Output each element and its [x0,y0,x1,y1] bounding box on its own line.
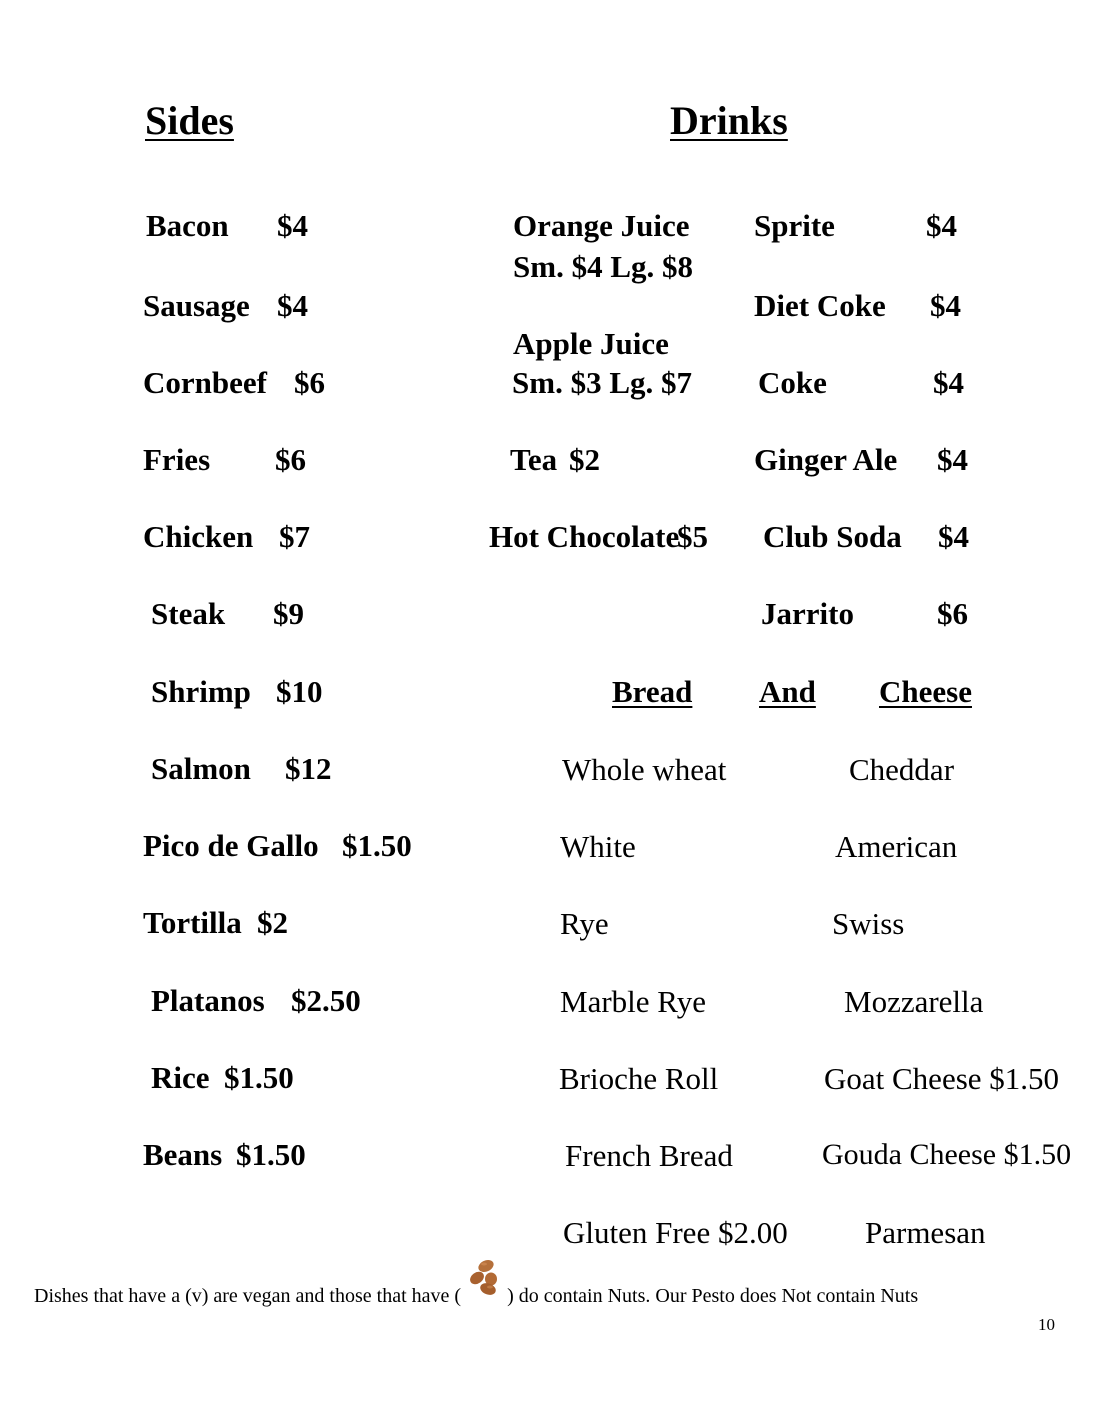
side-price-beans: $1.50 [236,1137,306,1172]
side-name-chicken: Chicken [143,519,254,554]
drink-price-hot-chocolate: $5 [677,519,708,554]
nuts-icon [461,1282,507,1302]
drink-name-jarrito: Jarrito [761,596,854,631]
side-name-steak: Steak [151,596,226,631]
and-heading: And [759,674,816,709]
side-name-shrimp: Shrimp [151,674,251,709]
drink-name-apple-juice: Apple Juice [513,326,669,361]
side-name-cornbeef: Cornbeef [143,365,267,400]
drink-price-ginger-ale: $4 [937,442,968,477]
drink-name-ginger-ale: Ginger Ale [754,442,898,477]
page-number: 10 [1038,1315,1055,1334]
side-price-sausage: $4 [277,288,308,323]
side-price-steak: $9 [273,596,304,631]
footnote-text-before: Dishes that have a (v) are vegan and those that have ( [34,1285,462,1307]
side-name-tortilla: Tortilla [143,905,242,940]
drink-price-tea: $2 [569,442,600,477]
drink-price-club-soda: $4 [938,519,969,554]
drink-sizes-apple-juice: Sm. $3 Lg. $7 [512,365,692,400]
bread-item: Whole wheat [562,752,727,787]
drink-name-hot-chocolate: Hot Chocolate [489,519,680,554]
bread-item: Gluten Free $2.00 [563,1215,788,1250]
side-name-beans: Beans [143,1137,223,1172]
cheese-item: Goat Cheese $1.50 [824,1061,1060,1096]
footnote [34,1282,918,1306]
bread-item: White [560,829,636,864]
drink-price-sprite: $4 [926,208,957,243]
side-price-chicken: $7 [279,519,310,554]
sides-heading: Sides [145,98,234,143]
side-price-rice: $1.50 [224,1060,294,1095]
side-name-platanos: Platanos [151,983,265,1018]
cheese-heading: Cheese [879,674,972,709]
cheese-item: Gouda Cheese $1.50 [822,1138,1072,1171]
cheese-item: Parmesan [865,1215,986,1250]
cheese-item: Mozzarella [844,984,984,1019]
side-name-sausage: Sausage [143,288,250,323]
side-price-fries: $6 [275,442,306,477]
drink-sizes-orange-juice: Sm. $4 Lg. $8 [513,249,693,284]
side-price-shrimp: $10 [276,674,323,709]
side-price-pico-de-gallo: $1.50 [342,828,412,863]
side-price-salmon: $12 [285,751,332,786]
cheese-item: American [835,829,958,864]
side-price-tortilla: $2 [257,905,288,940]
side-name-rice: Rice [151,1060,210,1095]
cheese-item: Swiss [832,906,905,941]
side-price-platanos: $2.50 [291,983,361,1018]
drink-name-coke: Coke [758,365,827,400]
drink-name-sprite: Sprite [754,208,835,243]
bread-item: Brioche Roll [559,1061,719,1096]
drink-name-orange-juice: Orange Juice [513,208,690,243]
side-name-salmon: Salmon [151,751,251,786]
bread-item: Rye [560,906,609,941]
drink-name-tea: Tea [510,442,558,477]
drink-price-diet-coke: $4 [930,288,961,323]
drink-name-diet-coke: Diet Coke [754,288,886,323]
drink-name-club-soda: Club Soda [763,519,902,554]
side-name-bacon: Bacon [146,208,229,243]
side-name-pico-de-gallo: Pico de Gallo [143,828,319,863]
drinks-heading: Drinks [670,98,788,143]
bread-item: Marble Rye [560,984,706,1019]
footnote-text-after: ) do contain Nuts. Our Pesto does Not contain Nuts [507,1285,919,1307]
bread-item: French Bread [565,1138,733,1173]
side-price-bacon: $4 [277,208,308,243]
side-name-fries: Fries [143,442,211,477]
side-price-cornbeef: $6 [294,365,325,400]
drink-price-coke: $4 [933,365,964,400]
cheese-item: Cheddar [849,752,955,787]
bread-heading: Bread [612,674,693,709]
drink-price-jarrito: $6 [937,596,968,631]
